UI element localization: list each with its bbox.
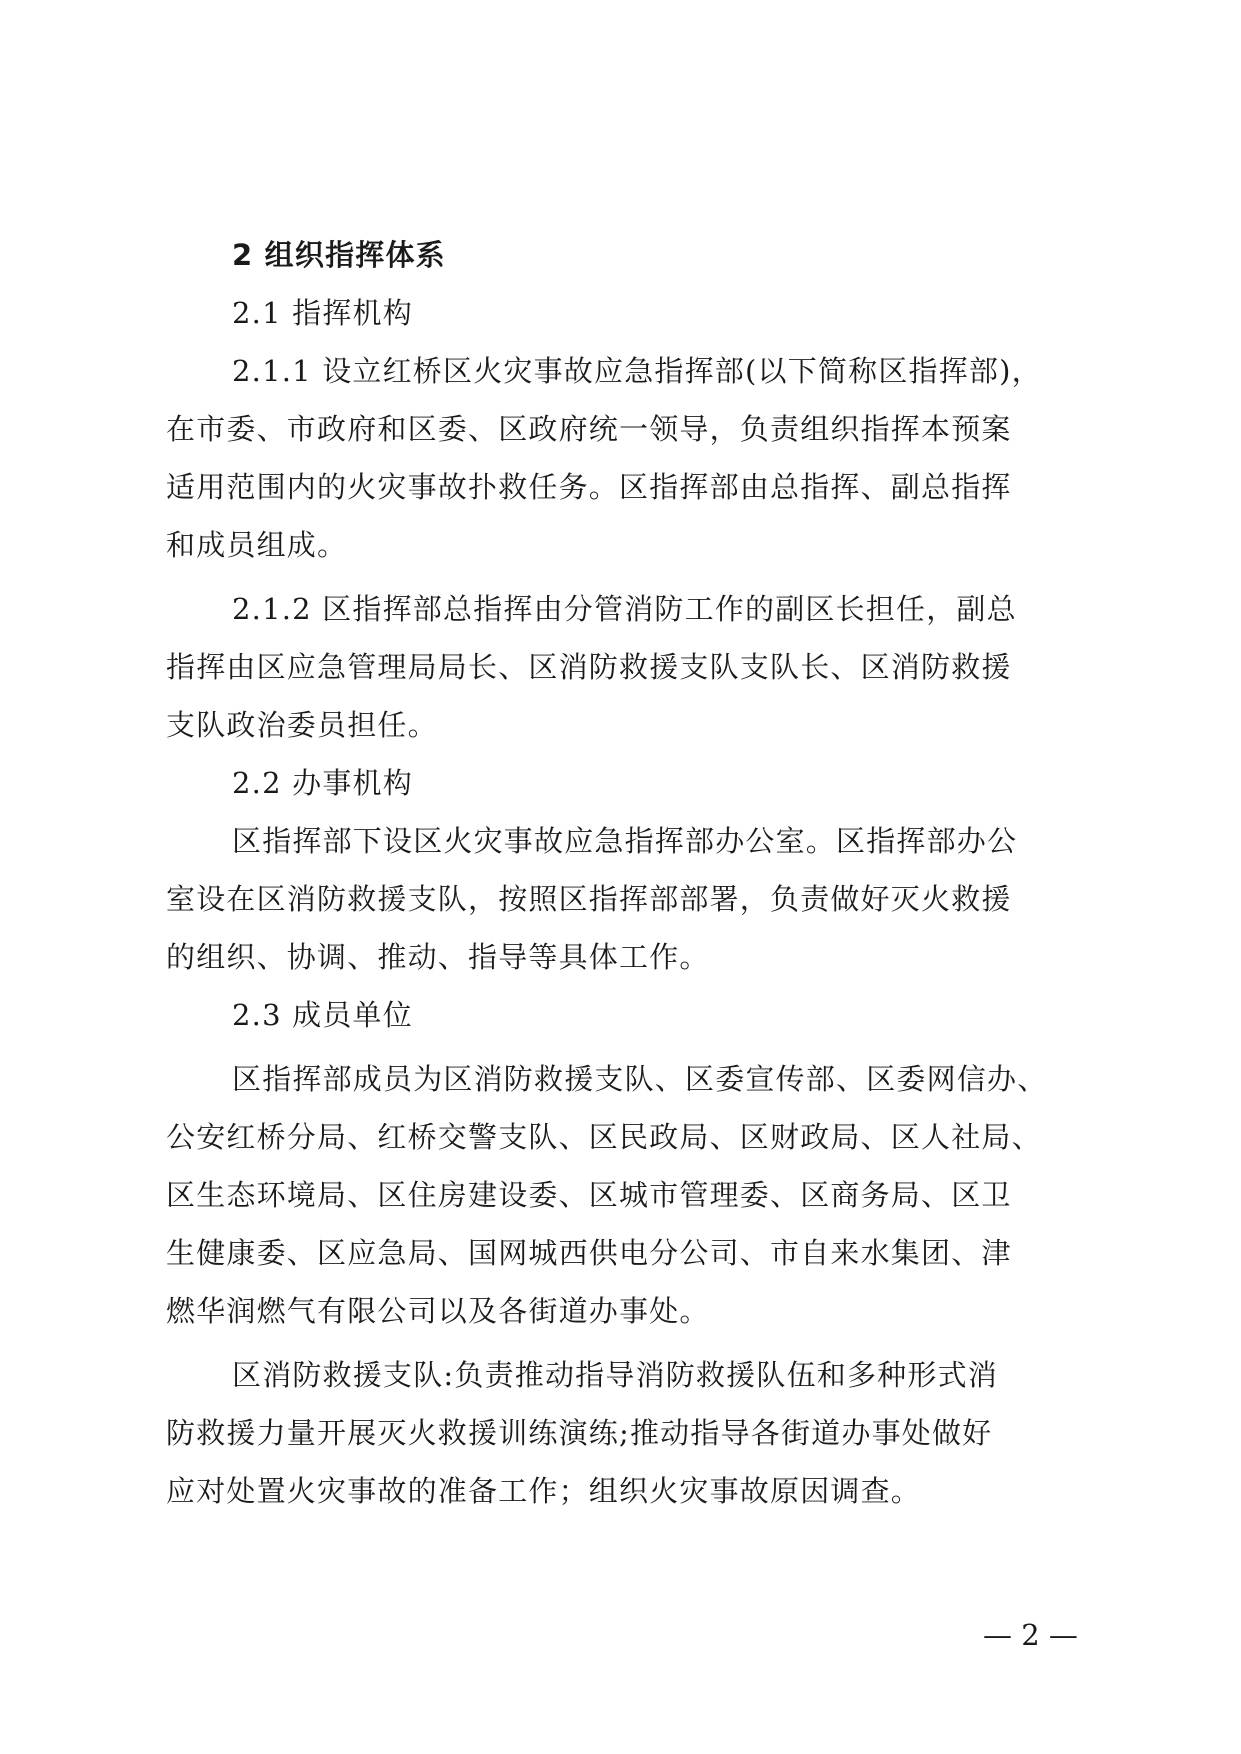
paragraph-line: 和成员组成。 [166, 528, 348, 562]
paragraph-line: 指挥由区应急管理局局长、区消防救援支队支队长、区消防救援 [166, 650, 1012, 684]
paragraph-line: 区指挥部下设区火灾事故应急指挥部办公室。区指挥部办公 [232, 824, 1018, 858]
section-title-2-1: 2.1 指挥机构 [232, 296, 413, 330]
paragraph-line: 支队政治委员担任。 [166, 708, 438, 742]
paragraph-line: 在市委、市政府和区委、区政府统一领导，负责组织指挥本预案 [166, 412, 1012, 446]
section-title-2-3: 2.3 成员单位 [232, 998, 413, 1032]
paragraph-line: 防救援力量开展灭火救援训练演练;推动指导各街道办事处做好 [166, 1416, 993, 1450]
paragraph-line: 应对处置火灾事故的准备工作；组织火灾事故原因调查。 [166, 1474, 922, 1508]
paragraph-line: 区生态环境局、区住房建设委、区城市管理委、区商务局、区卫 [166, 1178, 1012, 1212]
paragraph-2-1-1 [166, 342, 1080, 574]
document-body [166, 226, 1080, 1520]
paragraph-line: 生健康委、区应急局、国网城西供电分公司、市自来水集团、津 [166, 1236, 1012, 1270]
paragraph-2-3-fire-brigade [166, 1346, 1080, 1520]
paragraph-line: 2.1.2 区指挥部总指挥由分管消防工作的副区长担任，副总 [232, 592, 1017, 626]
paragraph-line: 适用范围内的火灾事故扑救任务。区指挥部由总指挥、副总指挥 [166, 470, 1012, 504]
paragraph-line: 燃华润燃气有限公司以及各街道办事处。 [166, 1294, 710, 1328]
paragraph-line: 公安红桥分局、红桥交警支队、区民政局、区财政局、区人社局、 [166, 1120, 1042, 1154]
paragraph-line: 的组织、协调、推动、指导等具体工作。 [166, 940, 710, 974]
page-number: — 2 — [983, 1618, 1078, 1652]
paragraph-2-2 [166, 812, 1080, 986]
paragraph-2-1-2 [166, 580, 1080, 754]
section-heading-2: 2 组织指挥体系 [232, 238, 446, 272]
paragraph-2-3-members [166, 1050, 1080, 1340]
paragraph-line: 2.1.1 设立红桥区火灾事故应急指挥部(以下简称区指挥部)， [232, 354, 1042, 388]
paragraph-line: 室设在区消防救援支队，按照区指挥部部署，负责做好灭火救援 [166, 882, 1012, 916]
section-title-2-2: 2.2 办事机构 [232, 766, 413, 800]
paragraph-line: 区消防救援支队:负责推动指导消防救援队伍和多种形式消 [232, 1358, 998, 1392]
paragraph-line: 区指挥部成员为区消防救援支队、区委宣传部、区委网信办、 [232, 1062, 1048, 1096]
